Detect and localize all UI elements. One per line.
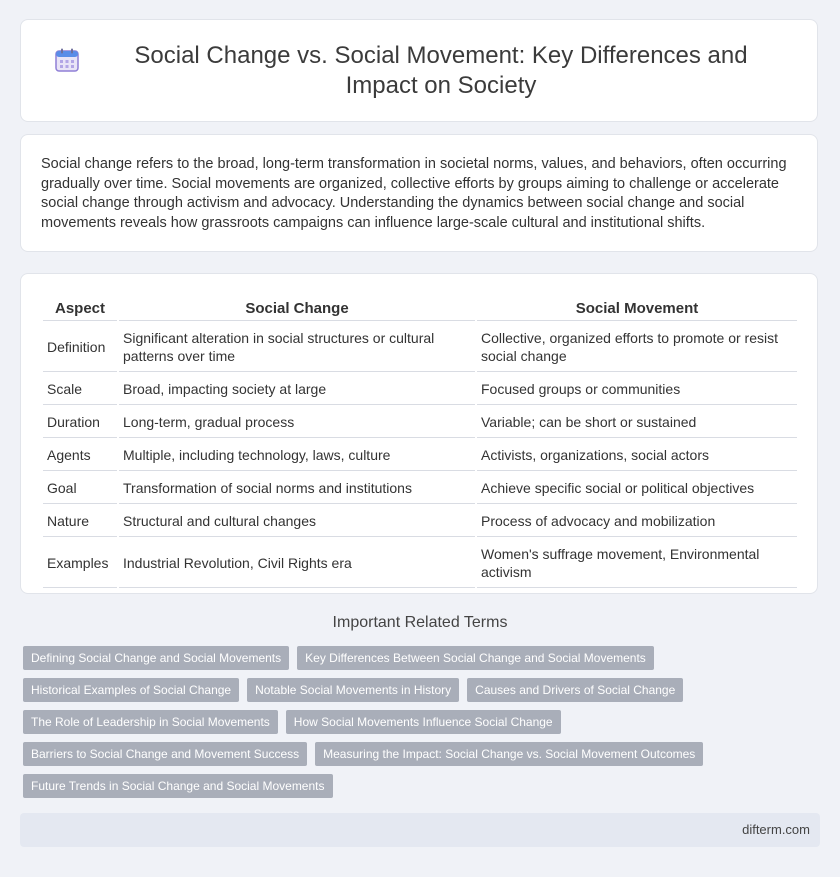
related-term-tag[interactable]: Measuring the Impact: Social Change vs. Social Movement Outcomes [315,742,703,766]
table-row [43,323,797,372]
table-cell-aspect: Examples [43,539,117,588]
table-cell-social-movement: Achieve specific social or political objectives [477,473,797,504]
table-cell-social-movement: Collective, organized efforts to promote or resist social change [477,323,797,372]
related-term-tag[interactable]: The Role of Leadership in Social Movements [23,710,278,734]
calendar-icon [54,47,80,73]
table-cell-social-change: Significant alteration in social structures or cultural patterns over time [119,323,475,372]
related-term-tag[interactable]: Barriers to Social Change and Movement Success [23,742,307,766]
comparison-table [41,294,799,590]
table-cell-social-change: Transformation of social norms and institutions [119,473,475,504]
related-term-tag[interactable]: How Social Movements Influence Social Change [286,710,561,734]
table-row [43,473,797,504]
table-cell-social-movement: Women's suffrage movement, Environmental activism [477,539,797,588]
header-aspect: Aspect [43,296,117,321]
related-terms-list [23,646,813,806]
table-header-row [43,296,797,321]
intro-card [20,134,818,252]
table-cell-social-change: Multiple, including technology, laws, culture [119,440,475,471]
table-cell-aspect: Scale [43,374,117,405]
footer [20,813,820,847]
table-cell-aspect: Goal [43,473,117,504]
table-cell-social-change: Structural and cultural changes [119,506,475,537]
table-cell-social-movement: Variable; can be short or sustained [477,407,797,438]
related-term-tag[interactable]: Key Differences Between Social Change and Social Movements [297,646,654,670]
table-cell-aspect: Duration [43,407,117,438]
table-row [43,506,797,537]
footer-site-link[interactable]: difterm.com [742,822,810,837]
table-cell-social-change: Broad, impacting society at large [119,374,475,405]
related-terms-title: Important Related Terms [332,614,508,631]
table-row [43,539,797,588]
table-cell-social-change: Industrial Revolution, Civil Rights era [119,539,475,588]
table-row [43,407,797,438]
page-title: Social Change vs. Social Movement: Key Differences and Impact on Society [134,41,748,99]
related-term-tag[interactable]: Future Trends in Social Change and Social Movements [23,774,333,798]
comparison-table-card [20,273,818,594]
table-cell-social-movement: Focused groups or communities [477,374,797,405]
intro-paragraph: Social change refers to the broad, long-term transformation in societal norms, values, and behaviors, often occurring gradually over time. Social movements are organized, collective efforts by groups aiming to challenge or accelerate social change through activism and advocacy. Understanding the dynamics between social change and social movements reveals how grassroots campaigns can influence large-scale cultural and institutional shifts. [41,156,787,231]
table-cell-aspect: Definition [43,323,117,372]
table-cell-aspect: Agents [43,440,117,471]
table-cell-social-movement: Process of advocacy and mobilization [477,506,797,537]
related-term-tag[interactable]: Notable Social Movements in History [247,678,459,702]
table-cell-aspect: Nature [43,506,117,537]
table-row [43,374,797,405]
related-term-tag[interactable]: Causes and Drivers of Social Change [467,678,683,702]
related-term-tag[interactable]: Defining Social Change and Social Movements [23,646,289,670]
table-row [43,440,797,471]
table-cell-social-change: Long-term, gradual process [119,407,475,438]
table-cell-social-movement: Activists, organizations, social actors [477,440,797,471]
related-term-tag[interactable]: Historical Examples of Social Change [23,678,239,702]
header-card [20,19,818,122]
header-social-change: Social Change [119,296,475,321]
header-social-movement: Social Movement [477,296,797,321]
